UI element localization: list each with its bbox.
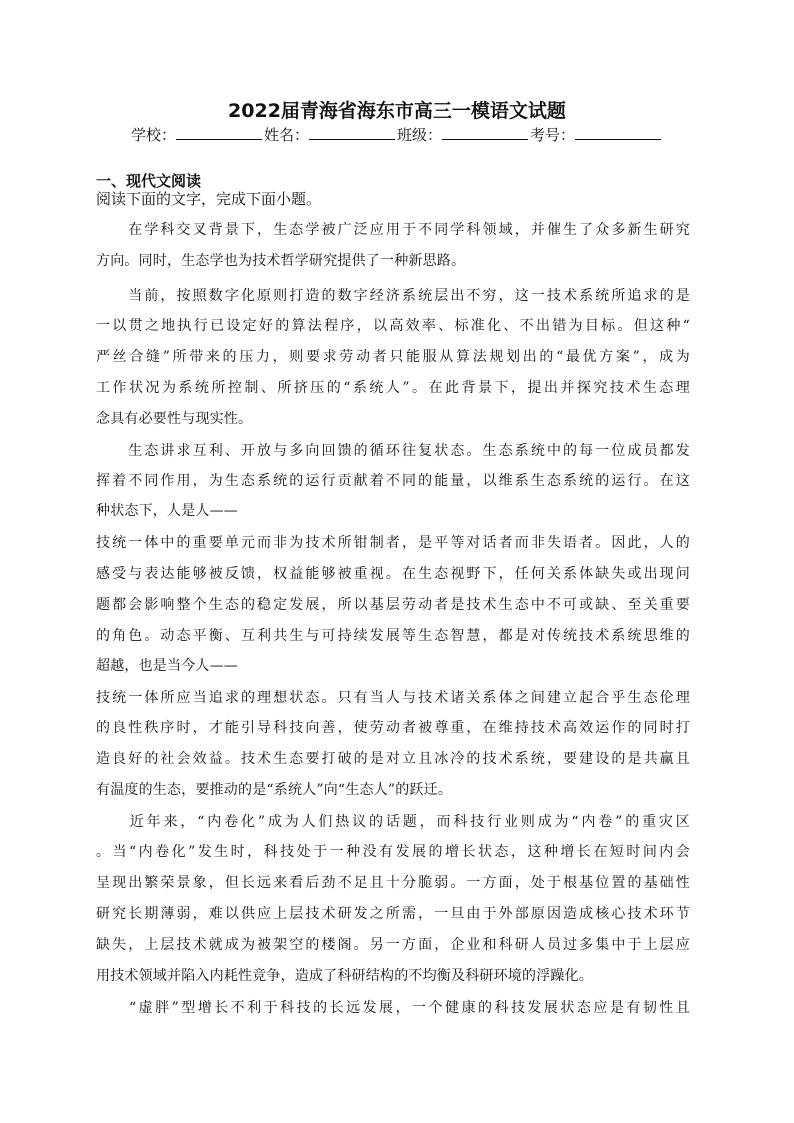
passage-line: 生态讲求互利、开放与多向回馈的循环往复状态。生态系统中的每一位成员都发 <box>96 443 690 459</box>
passage-line: 近年来，“内卷化”成为人们热议的话题，而科技行业则成为“内卷”的重灾区 <box>96 814 690 830</box>
school-blank <box>176 125 262 140</box>
passage-line: 研究长期薄弱，难以供应上层技术研发之所需，一旦由于外部原因造成核心技术环节 <box>96 906 690 922</box>
passage-line: 技统一体所应当追求的理想状态。只有当人与技术诸关系体之间建立起合乎生态伦理 <box>96 690 690 706</box>
exam-no-blank <box>575 125 661 140</box>
passage-line: 。当“内卷化”发生时，科技处于一种没有发展的增长状态，这种增长在短时间内会 <box>96 844 690 860</box>
student-info-row <box>0 124 794 145</box>
passage-line: 在学科交叉背景下，生态学被广泛应用于不同学科领域，并催生了众多新生研究 <box>96 222 690 238</box>
passage-line: 技统一体中的重要单元而非为技术所钳制者，是平等对话者而非失语者。因此，人的 <box>96 535 690 551</box>
passage-line: 种状态下，人是人—— <box>96 503 238 519</box>
section-heading: 一、现代文阅读 <box>96 172 202 190</box>
passage-line: 工作状况为系统所控制、所挤压的“系统人”。在此背景下，提出并探究技术生态理 <box>96 380 690 396</box>
class-label: 班级： <box>397 126 443 144</box>
passage-line: 呈现出繁荣景象，但长远来看后劲不足且十分脆弱。一方面，处于根基位置的基础性 <box>96 875 690 891</box>
passage-line: 题都会影响整个生态的稳定发展，所以基层劳动者是技术生态中不可或缺、至关重要 <box>96 597 690 613</box>
passage-line: 挥着不同作用，为生态系统的运行贡献着不同的能量，以维系生态系统的运行。在这 <box>96 473 690 489</box>
passage-line: 严丝合缝”所带来的压力，则要求劳动者只能服从算法规划出的“最优方案”，成为 <box>96 349 690 365</box>
passage-line: 有温度的生态，要推动的是“系统人”向“生态人”的跃迁。 <box>96 782 453 798</box>
passage-line: 的角色。动态平衡、互利共生与可持续发展等生态智慧，都是对传统技术系统思维的 <box>96 628 690 644</box>
school-label: 学校： <box>130 126 176 144</box>
document-title: 2022届青海省海东市高三一模语文试题 <box>228 100 566 122</box>
passage-line: 的良性秩序时，才能引导科技向善，使劳动者被尊重，在维持技术高效运作的同时打 <box>96 720 690 736</box>
name-label: 姓名： <box>263 126 309 144</box>
passage-line: 念具有必要性与现实性。 <box>96 411 253 427</box>
passage-line: 造良好的社会效益。技术生态要打破的是对立且冰冷的技术系统，要建设的是共赢且 <box>96 751 690 767</box>
class-blank <box>442 125 528 140</box>
passage-line: “虚胖”型增长不利于科技的长远发展，一个健康的科技发展状态应是有韧性且 <box>96 1000 690 1016</box>
passage-line: 一以贯之地执行已设定好的算法程序，以高效率、标准化、不出错为目标。但这种“ <box>96 318 690 334</box>
reading-instruction: 阅读下面的文字，完成下面小题。 <box>96 190 322 208</box>
passage-line: 当前，按照数字化原则打造的数字经济系统层出不穷，这一技术系统所追求的是 <box>96 288 690 304</box>
exam-no-label: 考号： <box>530 126 576 144</box>
passage-line: 缺失，上层技术就成为被架空的楼阁。另一方面，企业和科研人员过多集中于上层应 <box>96 937 690 953</box>
passage-line: 感受与表达能够被反馈，权益能够被重视。在生态视野下，任何关系体缺失或出现问 <box>96 566 690 582</box>
name-blank <box>309 125 395 140</box>
passage-line: 方向。同时，生态学也为技术哲学研究提供了一种新思路。 <box>96 253 466 269</box>
passage-line: 超越，也是当今人—— <box>96 658 238 674</box>
passage-line: 用技术领域并陷入内耗性竞争，造成了科研结构的不均衡及科研环境的浮躁化。 <box>96 968 593 984</box>
